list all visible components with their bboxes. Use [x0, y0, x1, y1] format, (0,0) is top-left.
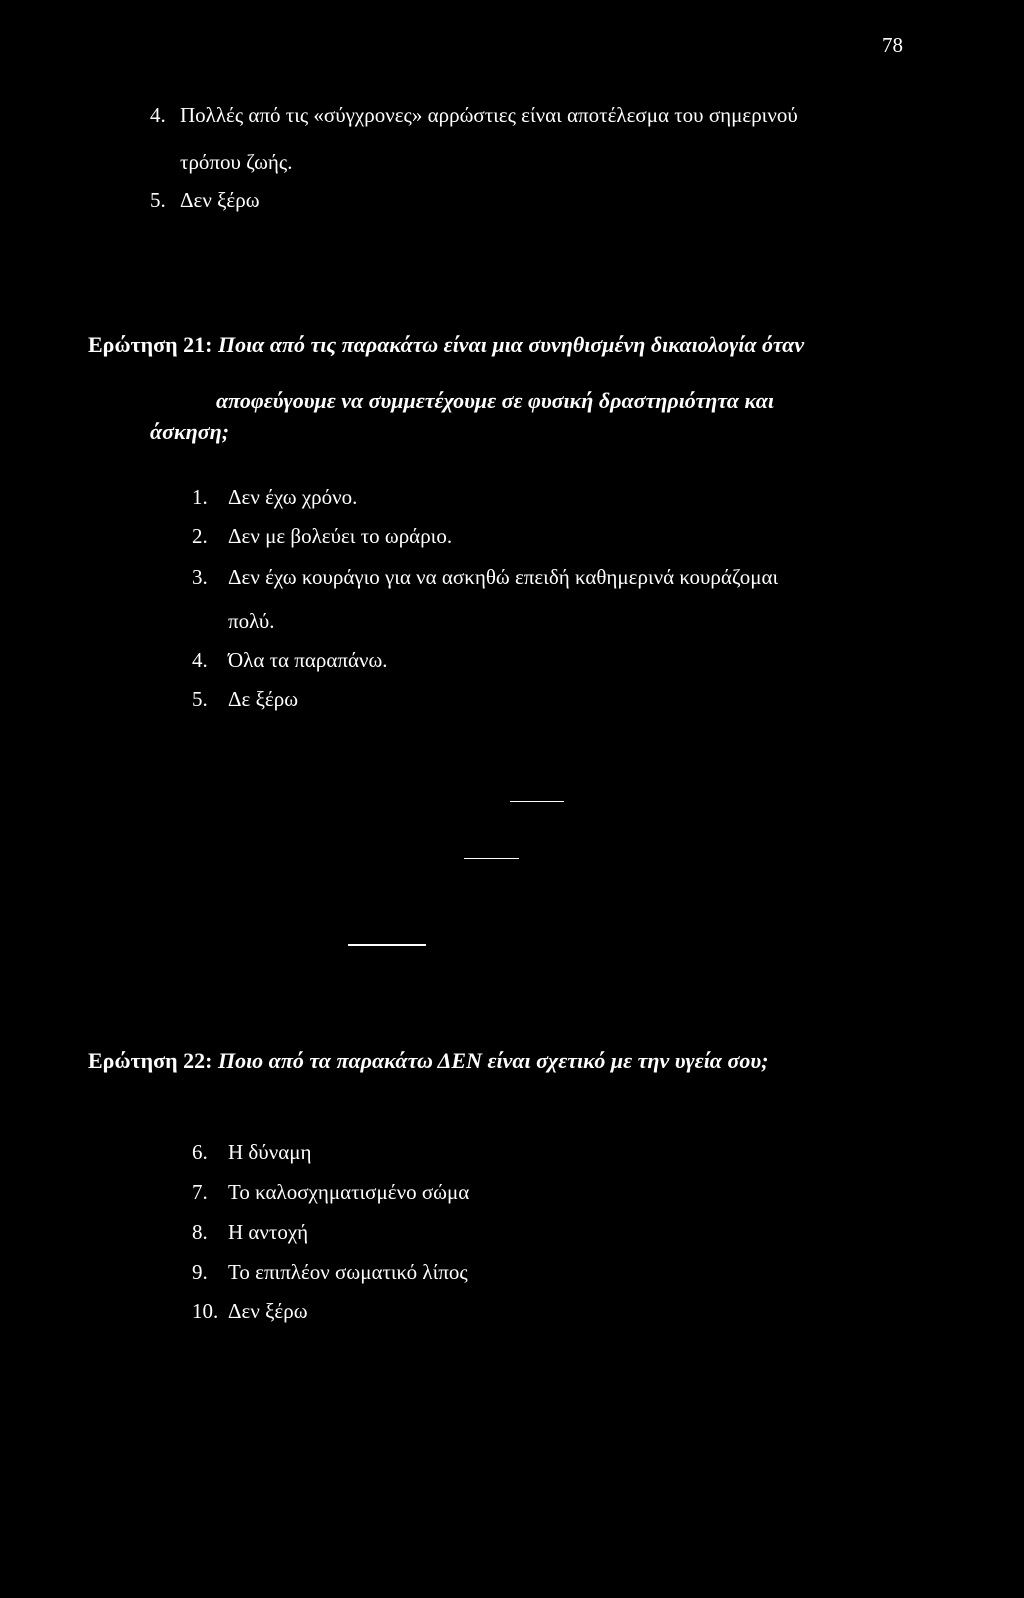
list-item: [150, 105, 798, 126]
question-label: Ερώτηση 22:: [88, 1048, 213, 1073]
option-text: Δεν με βολεύει το ωράριο.: [228, 524, 453, 548]
option-number: 3.: [192, 565, 208, 589]
divider: [510, 801, 564, 802]
option-text: Η αντοχή: [228, 1220, 309, 1244]
option-number: 7.: [192, 1180, 208, 1204]
divider: [348, 944, 426, 946]
option-number: 4.: [192, 648, 208, 672]
question-label: Ερώτηση 21:: [88, 332, 213, 357]
option-text: Πολλές από τις «σύγχρονες» αρρώστιες είναι αποτέλεσμα του σημερινού: [180, 103, 798, 127]
question-21-text-line2: αποφεύγουμε να συμμετέχουμε σε φυσική δραστηριότητα και: [216, 388, 774, 413]
list-item: [192, 526, 452, 547]
list-item: [192, 1262, 468, 1283]
option-continuation: τρόπου ζωής.: [180, 150, 293, 174]
option-text: Δεν ξέρω: [228, 1299, 308, 1323]
list-item: [192, 1142, 311, 1163]
question-22-heading: [88, 1050, 768, 1072]
page-number: 78: [882, 33, 903, 57]
option-number: 9.: [192, 1260, 208, 1284]
option-number: 8.: [192, 1220, 208, 1244]
list-item: [192, 567, 778, 588]
list-item: [192, 689, 298, 710]
question-text: Ποια από τις παρακάτω είναι μια συνηθισμένη δικαιολογία όταν: [217, 332, 805, 357]
option-text: Δεν έχω χρόνο.: [228, 485, 358, 509]
option-number: 6.: [192, 1140, 208, 1164]
option-continuation: πολύ.: [228, 609, 275, 633]
option-number: 5.: [192, 687, 208, 711]
list-item: [192, 1182, 469, 1203]
option-number: 2.: [192, 524, 208, 548]
option-text: Το επιπλέον σωματικό λίπος: [228, 1260, 468, 1284]
option-text: Το καλοσχηματισμένο σώμα: [228, 1180, 470, 1204]
option-text: Δε ξέρω: [228, 687, 299, 711]
option-number: 1.: [192, 485, 208, 509]
question-text: Ποιο από τα παρακάτω ΔΕΝ είναι σχετικό με την υγεία σου;: [217, 1048, 769, 1073]
list-item: [192, 487, 357, 508]
list-item: [192, 1301, 308, 1322]
option-text: Η δύναμη: [228, 1140, 312, 1164]
divider: [464, 858, 519, 859]
option-text: Δεν έχω κουράγιο για να ασκηθώ επειδή καθημερινά κουράζομαι: [228, 565, 779, 589]
question-21-heading: [88, 334, 804, 356]
list-item: [192, 650, 388, 671]
question-21-text-line3: άσκηση;: [150, 419, 230, 444]
option-number: 10.: [192, 1299, 219, 1323]
option-text: Όλα τα παραπάνω.: [228, 648, 388, 672]
list-item: [150, 190, 260, 211]
option-text: Δεν ξέρω: [180, 188, 260, 212]
list-item: [192, 1222, 308, 1243]
option-number: 4.: [150, 103, 166, 127]
option-number: 5.: [150, 188, 166, 212]
